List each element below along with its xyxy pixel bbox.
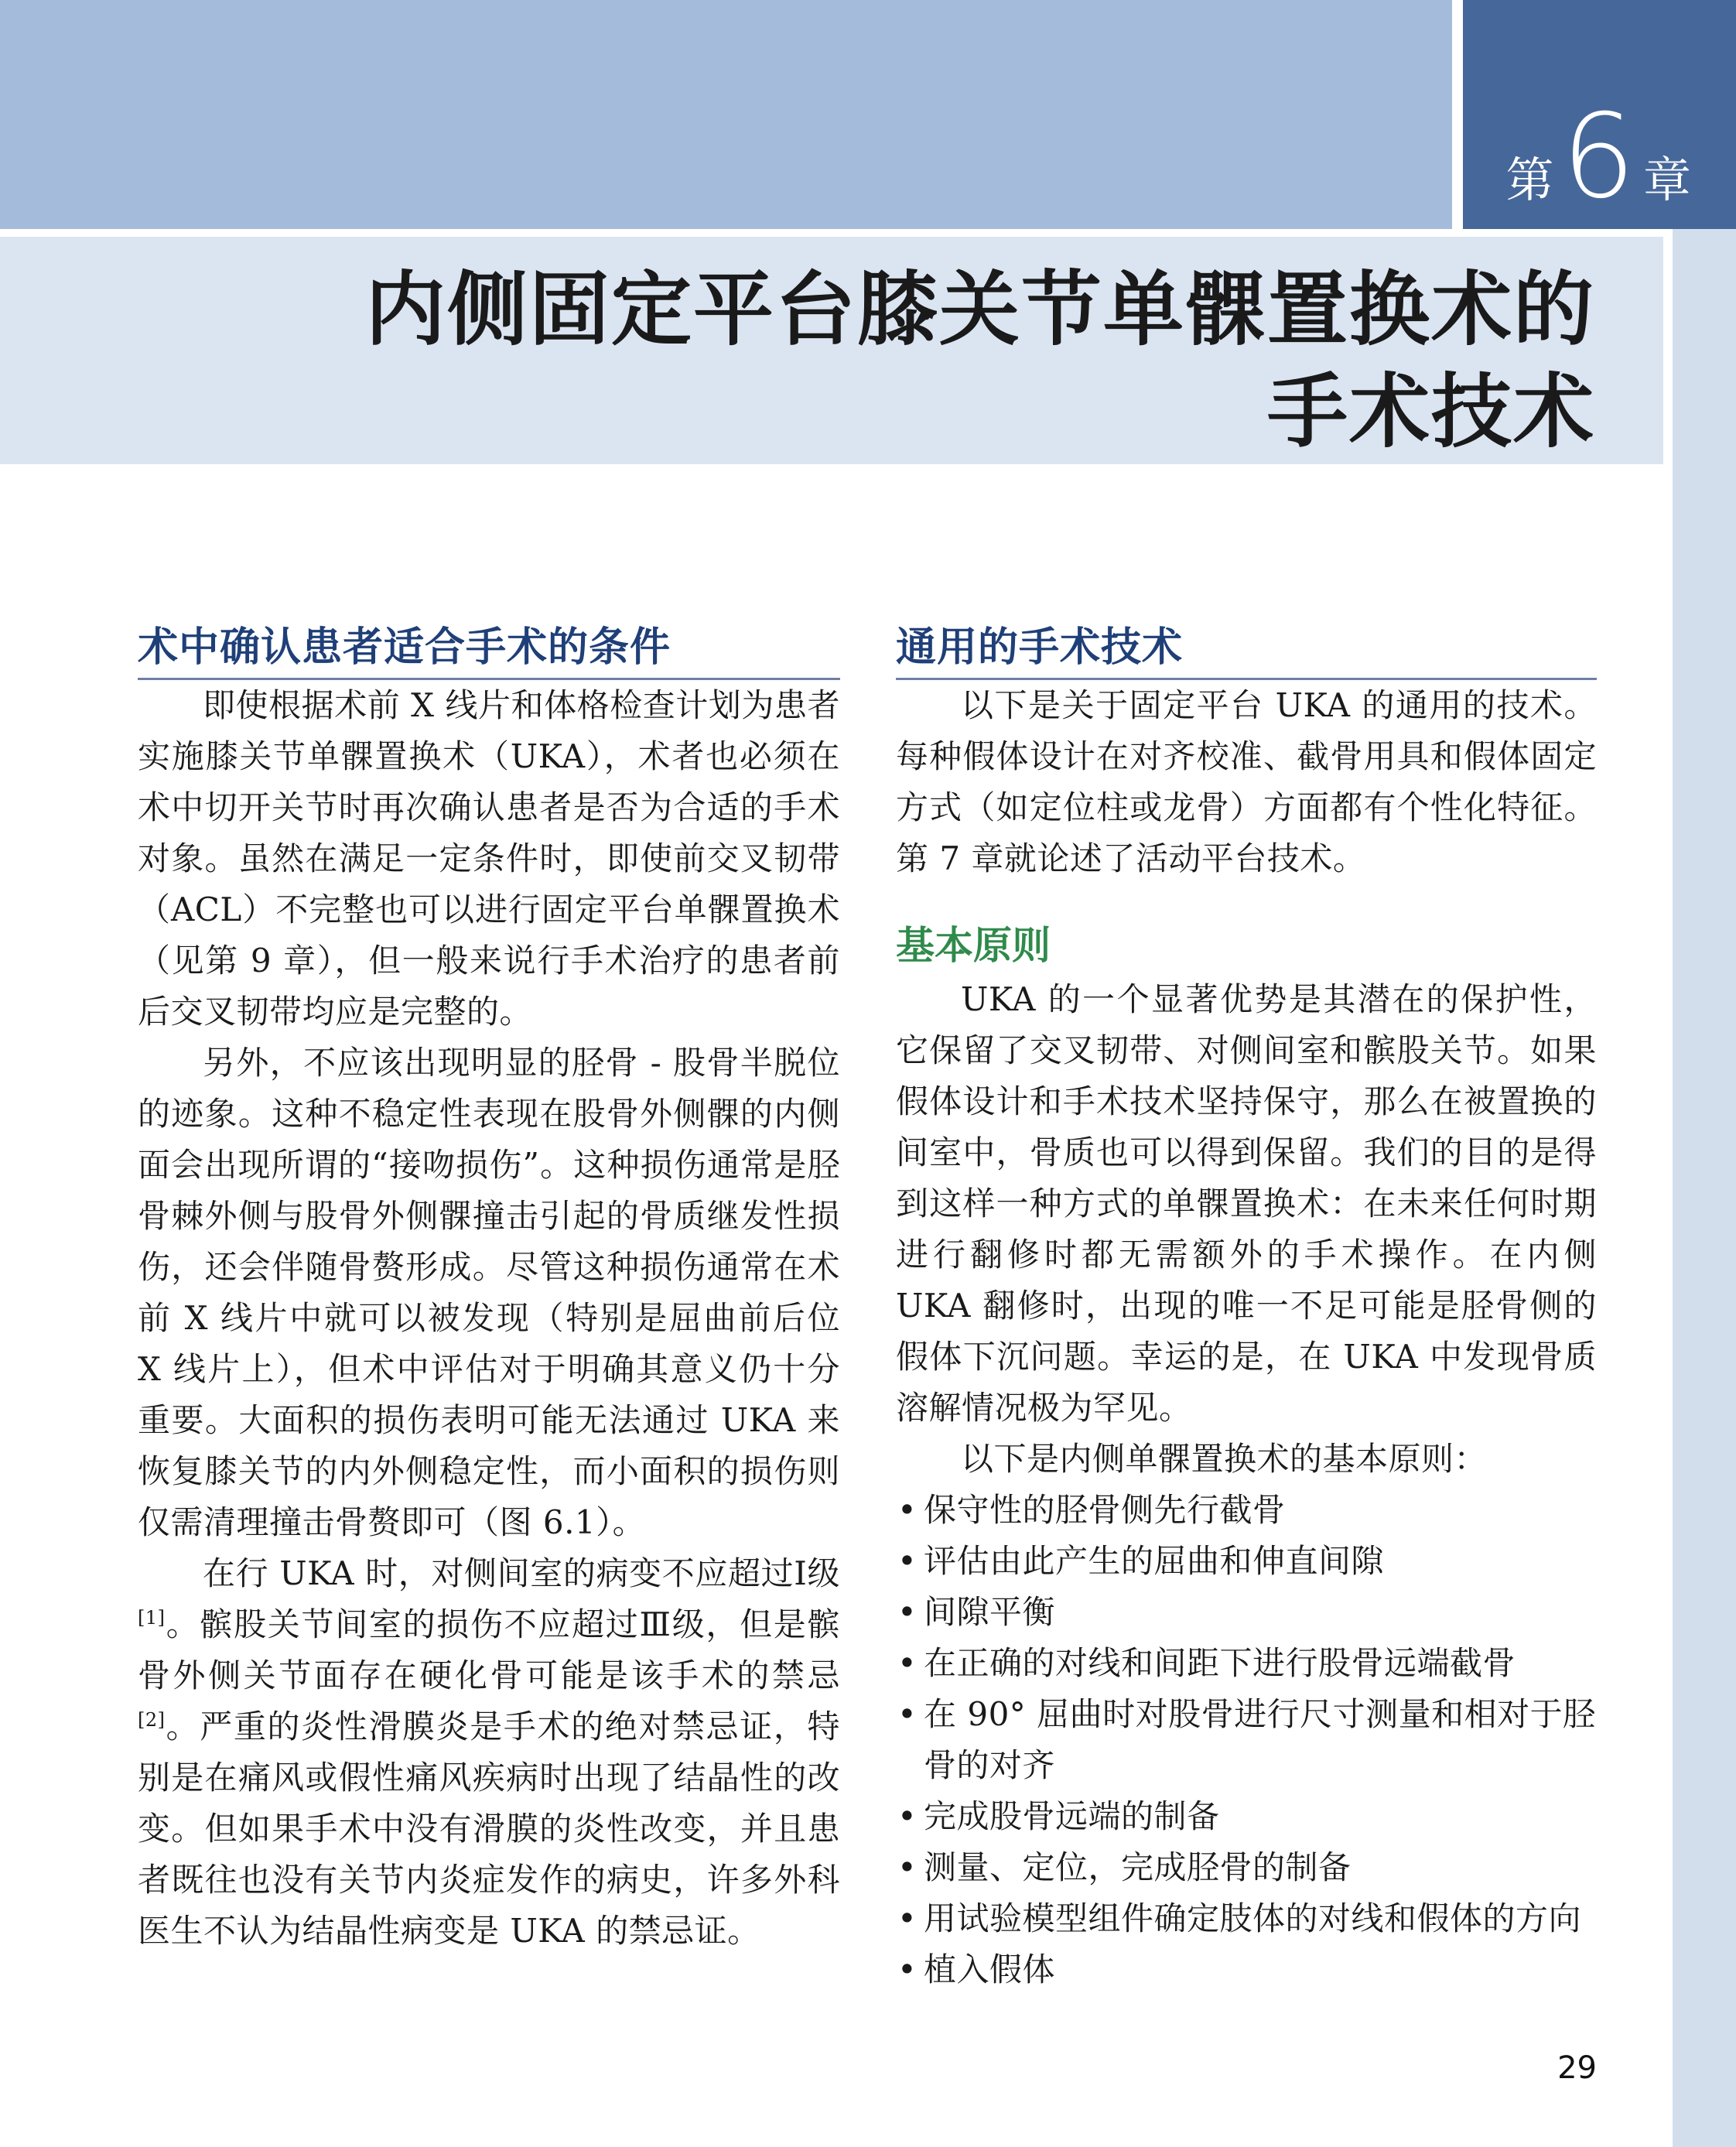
bullet-icon: • bbox=[897, 1593, 918, 1631]
bullet-icon: • bbox=[897, 1491, 918, 1529]
bullet-icon: • bbox=[897, 1695, 918, 1733]
header-gutter bbox=[1452, 0, 1463, 229]
bullet-icon: • bbox=[897, 1797, 918, 1835]
list-item-text: 用试验模型组件确定肢体的对线和假体的方向 bbox=[924, 1899, 1582, 1937]
bullet-icon: • bbox=[897, 1644, 918, 1682]
paragraph-text: 在行 UKA 时，对侧间室的病变不应超过Ⅰ级 bbox=[203, 1554, 840, 1592]
title-band bbox=[0, 237, 1663, 464]
page-edge-strip bbox=[1673, 229, 1736, 2147]
list-item-text: 评估由此产生的屈曲和伸直间隙 bbox=[924, 1542, 1385, 1580]
list-item bbox=[896, 1893, 1597, 1944]
citation-ref: [1] bbox=[138, 1607, 166, 1629]
bullet-icon: • bbox=[897, 1899, 918, 1937]
citation-ref: [2] bbox=[138, 1709, 166, 1731]
chapter-title bbox=[365, 258, 1595, 463]
list-item bbox=[896, 1944, 1597, 1995]
left-column bbox=[138, 619, 840, 1957]
chapter-title-line-1: 内侧固定平台膝关节单髁置换术的 bbox=[364, 262, 1595, 357]
subsection-heading: 基本原则 bbox=[896, 923, 1051, 968]
list-item-text: 植入假体 bbox=[924, 1950, 1056, 1988]
list-item-text: 间隙平衡 bbox=[924, 1593, 1056, 1631]
list-item bbox=[896, 1587, 1597, 1638]
paragraph: 即使根据术前 X 线片和体格检查计划为患者实施膝关节单髁置换术（UKA），术者也必须在术中切开关节时再次确认患者是否为合适的手术对象。虽然在满足一定条件时，即使前交叉韧带（ACL）不完整也可以进行固定平台单髁置换术（见第 9 章），但一般来说行手术治疗的患者前后交叉韧带均应是完整的。 bbox=[138, 686, 840, 1031]
paragraph-text: 。严重的炎性滑膜炎是手术的绝对禁忌证，特别是在痛风或假性痛风疾病时出现了结晶性的改变。但如果手术中没有滑膜的炎性改变，并且患者既往也没有关节内炎症发作的病史，许多外科医生不认为结晶性病变是 UKA 的禁忌证。 bbox=[138, 1708, 840, 1950]
paragraph-text: 。髌股关节间室的损伤不应超过Ⅲ级，但是髌骨外侧关节面存在硬化骨可能是该手术的禁忌 bbox=[138, 1605, 840, 1694]
list-item-text: 完成股骨远端的制备 bbox=[924, 1797, 1220, 1835]
list-item bbox=[896, 1536, 1597, 1587]
list-item-text: 保守性的胫骨侧先行截骨 bbox=[924, 1491, 1286, 1529]
list-item-text: 在正确的对线和间距下进行股骨远端截骨 bbox=[924, 1644, 1516, 1682]
chapter-prefix: 第 bbox=[1505, 152, 1554, 208]
chapter-title-line-2: 手术技术 bbox=[1266, 364, 1595, 459]
list-item bbox=[896, 1791, 1597, 1842]
paragraph: UKA 的一个显著优势是其潜在的保护性，它保留了交叉韧带、对侧间室和髌股关节。如果假体设计和手术技术坚持保守，那么在被置换的间室中，骨质也可以得到保留。我们的目的是得到这样一种方式的单髁置换术：在未来任何时期进行翻修时都无需额外的手术操作。在内侧 UKA 翻修时，出现的唯一不足可能是胫骨侧的假体下沉问题。幸运的是，在 UKA 中发现骨质溶解情况极为罕见。 bbox=[896, 980, 1597, 1427]
chapter-box bbox=[1463, 0, 1736, 229]
chapter-label bbox=[1505, 90, 1691, 224]
chapter-suffix: 章 bbox=[1642, 152, 1691, 208]
bullet-icon: • bbox=[897, 1542, 918, 1580]
section-heading-left: 术中确认患者适合手术的条件 bbox=[138, 619, 840, 680]
page-number: 29 bbox=[1557, 2050, 1597, 2086]
list-item-text: 测量、定位，完成胫骨的制备 bbox=[924, 1848, 1352, 1886]
right-column bbox=[896, 619, 1597, 1995]
list-item bbox=[896, 1842, 1597, 1893]
principles-list bbox=[896, 1485, 1597, 1995]
paragraph: 另外，不应该出现明显的胫骨 - 股骨半脱位的迹象。这种不稳定性表现在股骨外侧髁的内侧面会出现所谓的“接吻损伤”。这种损伤通常是胫骨棘外侧与股骨外侧髁撞击引起的骨质继发性损伤，还会伴随骨赘形成。尽管这种损伤通常在术前 X 线片中就可以被发现（特别是屈曲前后位 X 线片上），但术中评估对于明确其意义仍十分重要。大面积的损伤表明可能无法通过 UKA 来恢复膝关节的内外侧稳定性，而小面积的损伤则仅需清理撞击骨赘即可（图 6.1）。 bbox=[138, 1044, 840, 1541]
chapter-number: 6 bbox=[1561, 90, 1635, 224]
list-item bbox=[896, 1689, 1597, 1791]
paragraph: 以下是内侧单髁置换术的基本原则： bbox=[961, 1440, 1488, 1478]
bullet-icon: • bbox=[897, 1848, 918, 1886]
header-band bbox=[0, 0, 1452, 229]
list-item bbox=[896, 1485, 1597, 1536]
paragraph bbox=[138, 1548, 840, 1957]
bullet-icon: • bbox=[897, 1950, 918, 1988]
section-heading-right: 通用的手术技术 bbox=[896, 619, 1597, 680]
list-item bbox=[896, 1638, 1597, 1689]
list-item-text: 在 90° 屈曲时对股骨进行尺寸测量和相对于胫骨的对齐 bbox=[924, 1695, 1596, 1784]
paragraph: 以下是关于固定平台 UKA 的通用的技术。每种假体设计在对齐校准、截骨用具和假体固定方式（如定位柱或龙骨）方面都有个性化特征。第 7 章就论述了活动平台技术。 bbox=[896, 686, 1597, 877]
